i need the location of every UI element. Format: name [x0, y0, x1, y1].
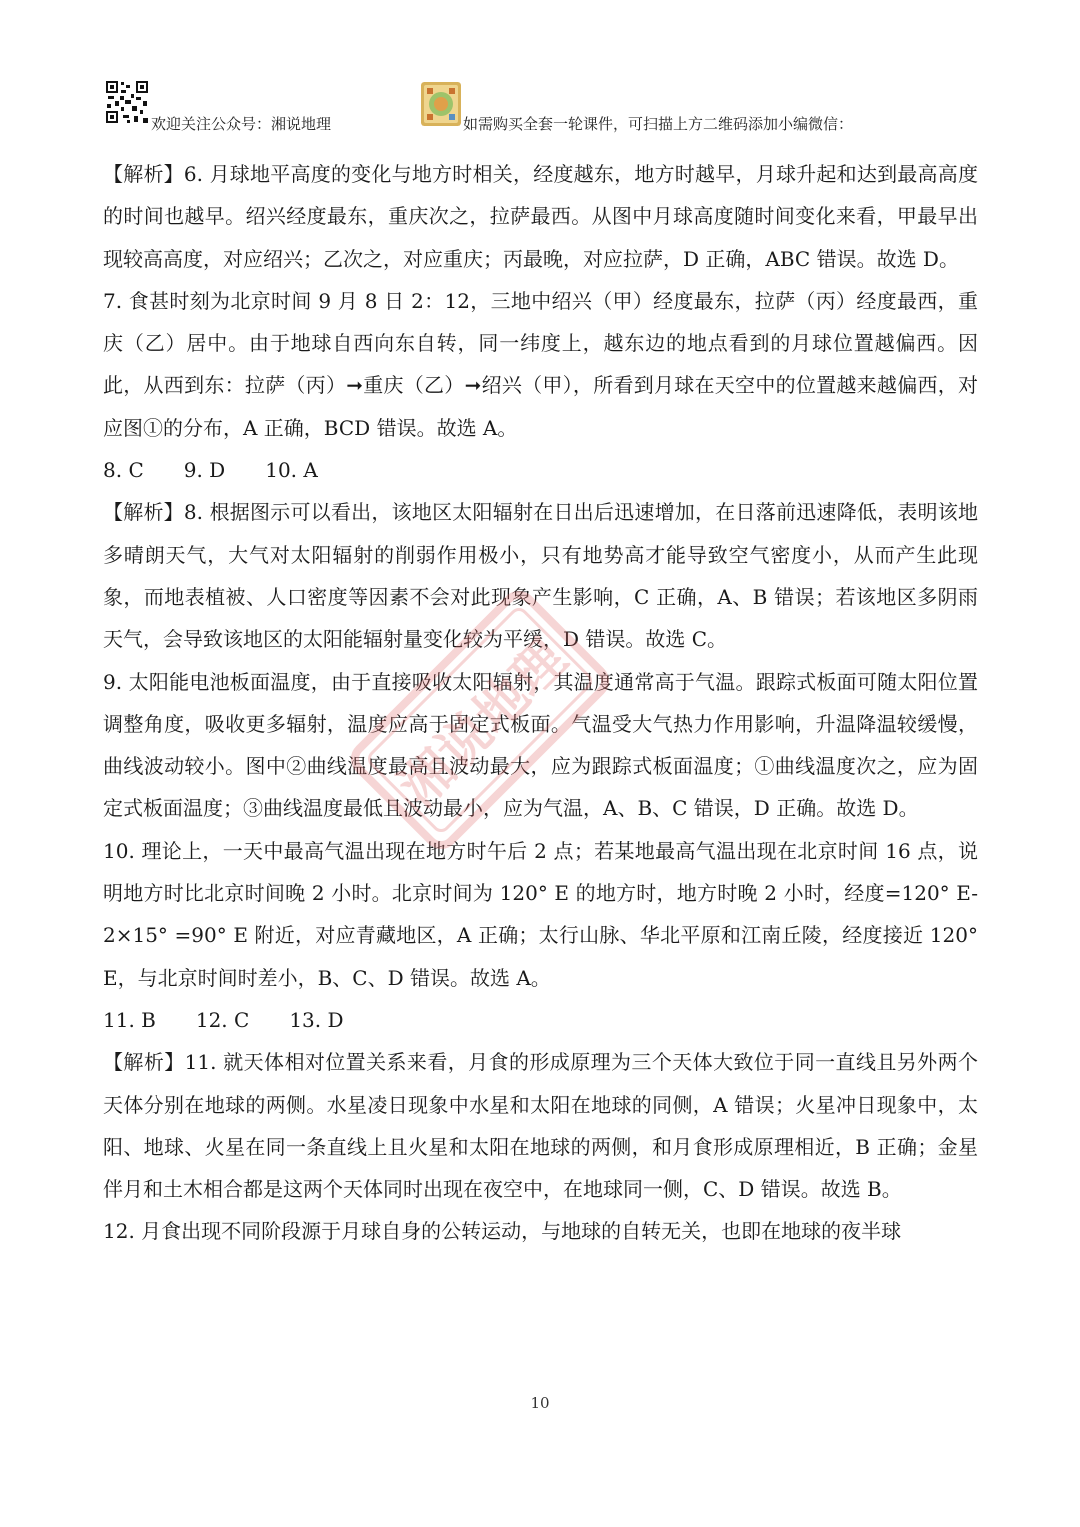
- paragraph-11-analysis: 【解析】11. 就天体相对位置关系来看，月食的形成原理为三个天体大致位于同一直线且另外两个天体分别在地球的两侧。水星凌日现象中水星和太阳在地球的同侧，A 错误；火星冲日现象中，太阳、地球、火星在同一条直线上且火星和太阳在地球的两侧，和月食形成原理相近，B 正确；金星伴月和土木相合都是这两个天体同时出现在夜空中，在地球同一侧，C、D 错误。故选 B。: [103, 1050, 978, 1202]
- paragraph-7-analysis: 7. 食甚时刻为北京时间 9 月 8 日 2：12，三地中绍兴（甲）经度最东，拉萨（丙）经度最西，重庆（乙）居中。由于地球自西向东自转，同一纬度上，越东边的地点看到的月球位置越偏西。因此，从西到东：拉萨（丙）➞重庆（乙）➞绍兴（甲），所看到月球在天空中的位置越来越偏西，对应图①的分布，A 正确，BCD 错误。故选 A。: [103, 288, 978, 440]
- watermark-text: 湘说地理: [388, 628, 579, 819]
- answers-11-13: 11. B 12. C 13. D: [103, 1007, 344, 1032]
- page-header: [0, 0, 1080, 140]
- mini-program-code-icon[interactable]: [421, 82, 461, 126]
- page-number: 10: [530, 1394, 550, 1412]
- paragraph-6-analysis: 【解析】6. 月球地平高度的变化与地方时相关，经度越东，地方时越早，月球升起和达到最高高度的时间也越早。绍兴经度最东，重庆次之，拉萨最西。从图中月球高度随时间变化来看，甲最早出现较高高度，对应绍兴；乙次之，对应重庆；丙最晚，对应拉萨，D 正确，ABC 错误。故选 D。: [103, 162, 978, 271]
- paragraph-9-analysis: 9. 太阳能电池板面温度，由于直接吸收太阳辐射，其温度通常高于气温。跟踪式板面可随太阳位置调整角度，吸收更多辐射，温度应高于固定式板面。气温受大气热力作用影响，升温降温较缓慢，曲线波动较小。图中②曲线温度最高且波动最大，应为跟踪式板面温度；①曲线温度次之，应为固定式板面温度；③曲线温度最低且波动最小，应为气温，A、B、C 错误，D 正确。故选 D。: [103, 669, 978, 821]
- answers-8-10: 8. C 9. D 10. A: [103, 458, 318, 483]
- paragraph-10-analysis: 10. 理论上，一天中最高气温出现在地方时午后 2 点；若某地最高气温出现在北京时间 16 点，说明地方时比北京时间晚 2 小时。北京时间为 120° E 的地方时，地方时晚 2 小时，经度=120° E-2×15° =90° E 附近，对应青藏地区，A 正确；太行山脉、华北平原和江南丘陵，经度接近 120° E，与北京时间时差小，B、C、D 错误。故选 A。: [103, 838, 978, 990]
- paragraph-12-analysis: 12. 月食出现不同阶段源于月球自身的公转运动，与地球的自转无关，也即在地球的夜半球: [103, 1219, 902, 1244]
- header-account-text: 欢迎关注公众号：湘说地理: [151, 115, 332, 133]
- paragraph-8-analysis: 【解析】8. 根据图示可以看出，该地区太阳辐射在日出后迅速增加，在日落前迅速降低，表明该地多晴朗天气，大气对太阳辐射的削弱作用极小，只有地势高才能导致空气密度小，从而产生此现象，而地表植被、人口密度等因素不会对此现象产生影响，C 正确，A、B 错误；若该地区多阴雨天气，会导致该地区的太阳能辐射量变化较为平缓，D 错误。故选 C。: [103, 500, 978, 652]
- header-purchase-text: 如需购买全套一轮课件，可扫描上方二维码添加小编微信：: [463, 115, 854, 133]
- qr-code-icon[interactable]: [105, 80, 149, 124]
- document-body: [103, 153, 978, 1253]
